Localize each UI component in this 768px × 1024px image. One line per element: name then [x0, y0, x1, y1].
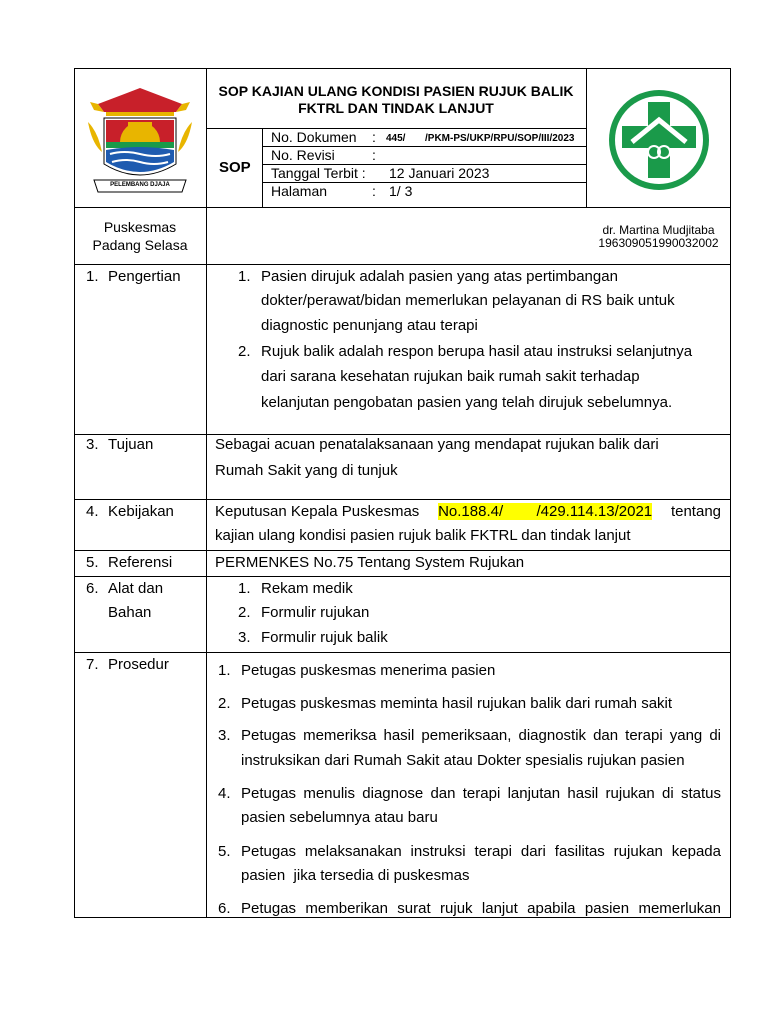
section-number: 3.: [86, 436, 99, 453]
list-item: Formulir rujukan: [261, 604, 370, 621]
referensi-text: PERMENKES No.75 Tentang System Rujukan: [215, 554, 525, 571]
section-label-prosedur: Prosedur: [108, 656, 169, 673]
divider: [586, 68, 587, 208]
signer-nip: 196309051990032002: [598, 236, 719, 250]
section-number: 4.: [86, 503, 99, 520]
revisi-colon: :: [372, 147, 376, 163]
list-number: 1.: [238, 268, 251, 285]
divider: [206, 68, 207, 918]
emblem-caption: PELEMBANG DJAJA: [110, 182, 170, 188]
list-item-continued: dokter/perawat/bidan memerlukan pelayanan di RS baik untuk: [261, 292, 675, 309]
divider: [74, 550, 731, 551]
kebijakan-line2: kajian ulang kondisi pasien rujuk balik FKTRL dan tindak lanjut: [215, 527, 631, 544]
kebijakan-suffix: tentang: [670, 503, 721, 520]
list-item-continued: kelanjutan pengobatan pasien yang telah dirujuk sebelumnya.: [261, 394, 673, 411]
halaman-colon: :: [372, 183, 376, 199]
list-item: Rekam medik: [261, 580, 353, 597]
list-number: 2.: [238, 604, 251, 621]
divider: [74, 264, 731, 265]
puskesmas-name-line1: Puskesmas: [103, 219, 177, 235]
step-text: Petugas puskesmas menerima pasien: [241, 662, 496, 679]
step-text: Petugas menulis diagnose dan terapi lanjutan hasil rujukan di status: [241, 785, 721, 802]
step-text: Petugas melaksanakan instruksi terapi dari fasilitas rujukan kepada: [241, 843, 721, 860]
step-text-continued: instruksikan dari Rumah Sakit atau Dokter spesialis rujukan pasien: [241, 752, 685, 769]
step-text: Petugas puskesmas meminta hasil rujukan balik dari rumah sakit: [241, 695, 673, 712]
step-number: 3.: [218, 727, 231, 744]
dokumen-colon: :: [372, 129, 376, 145]
section-label-bahan: Bahan: [108, 604, 152, 621]
dokumen-number: 445/: [386, 133, 406, 144]
section-label-pengertian: Pengertian: [108, 268, 181, 285]
dokumen-value: /PKM-PS/UKP/RPU/SOP/III/2023: [425, 133, 575, 144]
halaman-label: Halaman: [271, 183, 328, 199]
step-number: 4.: [218, 785, 231, 802]
step-text: Petugas memberikan surat rujuk lanjut apabila pasien memerlukan: [241, 900, 721, 917]
signer-name: dr. Martina Mudjitaba: [602, 223, 715, 237]
step-text-continued: pasien jika tersedia di puskesmas: [241, 867, 470, 884]
section-label-tujuan: Tujuan: [108, 436, 154, 453]
section-label-alat: Alat dan: [108, 580, 164, 597]
list-item: Formulir rujuk balik: [261, 629, 388, 646]
section-number: 1.: [86, 268, 99, 285]
divider: [74, 576, 731, 577]
tujuan-text: Rumah Sakit yang di tunjuk: [215, 462, 398, 479]
step-text-continued: pasien sebelumnya atau baru: [241, 809, 438, 826]
divider: [262, 128, 263, 208]
section-number: 6.: [86, 580, 99, 597]
step-number: 2.: [218, 695, 231, 712]
divider: [74, 434, 731, 435]
dokumen-label: No. Dokumen: [271, 129, 357, 145]
list-item-continued: dari sarana kesehatan rujukan baik rumah sakit terhadap: [261, 368, 640, 385]
terbit-value: 12 Januari 2023: [389, 165, 490, 181]
list-number: 2.: [238, 343, 251, 360]
kebijakan-decree-number: No.188.4/ /429.114.13/2021: [438, 503, 653, 520]
section-label-referensi: Referensi: [108, 554, 173, 571]
step-number: 5.: [218, 843, 231, 860]
list-item-continued: diagnostic penunjang atau terapi: [261, 317, 478, 334]
divider: [74, 207, 731, 208]
step-text: Petugas memeriksa hasil pemeriksaan, diagnostik dan terapi yang di: [241, 727, 721, 744]
sop-label: SOP: [219, 159, 251, 176]
divider: [74, 652, 731, 653]
section-label-kebijakan: Kebijakan: [108, 503, 174, 520]
revisi-label: No. Revisi: [271, 147, 335, 163]
puskesmas-name-line2: Padang Selasa: [92, 237, 188, 253]
kebijakan-prefix: Keputusan Kepala Puskesmas: [215, 503, 420, 520]
terbit-label: Tanggal Terbit :: [271, 165, 366, 181]
tujuan-text: Sebagai acuan penatalaksanaan yang mendapat rujukan balik dari: [215, 436, 659, 453]
document-title: SOP KAJIAN ULANG KONDISI PASIEN RUJUK BALIK FKTRL DAN TINDAK LANJUT: [218, 83, 574, 116]
divider: [206, 128, 586, 129]
list-item: Pasien dirujuk adalah pasien yang atas pertimbangan: [261, 268, 618, 285]
step-number: 6.: [218, 900, 231, 917]
list-number: 1.: [238, 580, 251, 597]
halaman-value: 1/ 3: [389, 183, 413, 199]
kebijakan-line1: [215, 503, 721, 520]
divider: [74, 499, 731, 500]
section-number: 7.: [86, 656, 99, 673]
city-emblem: [84, 82, 196, 198]
puskesmas-logo: [604, 86, 714, 194]
section-number: 5.: [86, 554, 99, 571]
list-item: Rujuk balik adalah respon berupa hasil atau instruksi selanjutnya: [261, 343, 693, 360]
list-number: 3.: [238, 629, 251, 646]
step-number: 1.: [218, 662, 231, 679]
